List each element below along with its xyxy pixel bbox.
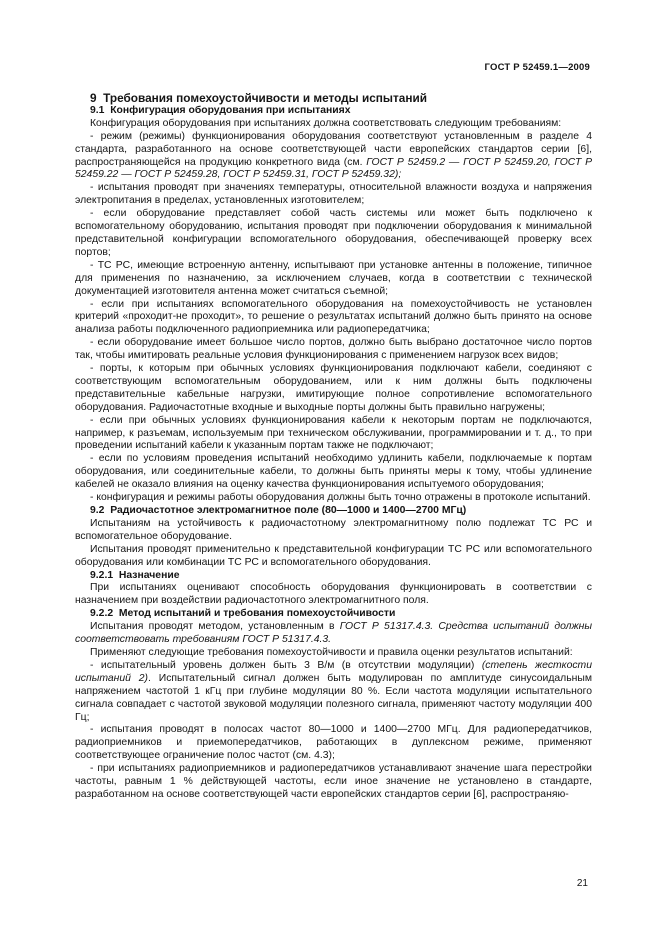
- clause-heading: [75, 570, 592, 583]
- text-run: - испытания проводят в полосах частот 80—1000 и 1400—2700 МГц. Для радиопередатчиков, радиоприемников и приемопередатчиков, работающих в дуплексном режиме, применяют соответствующее ограничение полос частот (см. 4.3);: [75, 724, 592, 762]
- subsection-heading: [75, 505, 592, 518]
- paragraph: [75, 182, 592, 208]
- paragraph: [75, 544, 592, 570]
- text-run: - конфигурация и режимы работы оборудования должны быть точно отражены в протоколе испытаний.: [90, 492, 591, 504]
- paragraph: [75, 621, 592, 647]
- paragraph: [75, 118, 592, 131]
- text-run: Конфигурация оборудования при испытаниях должна соответствовать следующим требованиям:: [90, 117, 562, 129]
- paragraph: [75, 260, 592, 299]
- running-header: ГОСТ Р 52459.1—2009: [484, 62, 590, 73]
- text-run: ГОСТ Р 51317.4.3. Средства испытаний должны соответствовать требованиям ГОСТ Р 51317.4.3.: [75, 621, 592, 646]
- paragraph: [75, 337, 592, 363]
- paragraph: [75, 582, 592, 608]
- text-run: 9.1 Конфигурация оборудования при испытаниях: [90, 104, 351, 116]
- clause-heading: [75, 608, 592, 621]
- paragraph: [75, 724, 592, 763]
- text-run: - если оборудование представляет собой часть системы или может быть подключено к вспомогательному оборудованию, испытания проводят при подключении оборудования к минимальной представительной конфигурации вспомогательного оборудования, обеспечивающей проверку всех портов;: [75, 208, 592, 258]
- text-run: При испытаниях оценивают способность оборудования функционировать в соответствии с назначением при воздействии радиочастотного электромагнитного поля.: [75, 582, 592, 607]
- text-run: - если при обычных условиях функционирования кабели к некоторым портам не подключаются, например, к разъемам, используемым при техническом обслуживании, программировании и т. д., то при проведении испытаний кабели к указанным портам также не подключают;: [75, 414, 592, 452]
- text-run: - режим (режимы) функционирования оборудования соответствуют установленным в разделе 4 стандарта, разработанного на основе соответствующей части европейских стандартов серии [6], распространяющейся на продукцию конкретного вида (см.: [75, 130, 592, 168]
- section-title: 9 Требования помехоустойчивости и методы испытаний: [90, 91, 427, 105]
- paragraph: [75, 492, 592, 505]
- text-run: Испытания проводят методом, установленным в: [90, 621, 340, 633]
- paragraph: [75, 763, 592, 802]
- text-run: 9.2 Радиочастотное электромагнитное поле (80—1000 и 1400—2700 МГц): [90, 505, 467, 516]
- text-run: (степень жесткости испытаний 2): [75, 659, 592, 684]
- paragraph: [75, 415, 592, 454]
- document-content: [75, 92, 592, 802]
- text-run: - если оборудование имеет большое число портов, должно быть выбрано достаточное число портов так, чтобы имитировать реальные условия функционирования с применением нагрузок всех видов;: [75, 337, 592, 362]
- paragraph: [75, 131, 592, 183]
- text-run: - если при испытаниях вспомогательного оборудования на помехоустойчивость не установлен критерий «проходит-не проходит», то решение о результатах испытаний должно быть принято на основе анализа работы подключенного радиоприемника или радиопередатчика;: [75, 298, 592, 336]
- text-run: - испытательный уровень должен быть 3 В/м (в отсутствии модуляции): [90, 659, 482, 671]
- document-body: [75, 105, 592, 802]
- paragraph: [75, 299, 592, 338]
- text-run: ГОСТ Р 52459.2 — ГОСТ Р 52459.20, ГОСТ Р 52459.22 — ГОСТ Р 52459.28, ГОСТ Р 52459.31, ГОСТ Р 52459.32);: [75, 156, 592, 181]
- text-run: 9.2.1 Назначение: [90, 569, 180, 581]
- paragraph: [75, 453, 592, 492]
- paragraph: [75, 363, 592, 415]
- text-run: . Испытательный сигнал должен быть модулирован по амплитуде синусоидальным напряжением частотой 1 кГц при глубине модуляции 80 %. Если частота модуляции испытательного сигнала совпадает с частотой звуковой модуляции полезного сигнала, применяют частоту модуляции 400 Гц;: [75, 672, 593, 723]
- text-run: - если по условиям проведения испытаний необходимо удлинить кабели, подключаемые к портам оборудования, или соединительные кабели, то должны быть приняты меры к тому, чтобы удлинение кабелей не оказало влияния на оценку качества функционирования испытуемого оборудования;: [75, 453, 592, 491]
- paragraph: [75, 518, 592, 544]
- text-run: Испытания проводят применительно к представительной конфигурации ТС РС или вспомогательного оборудования или комбинации ТС РС и вспомогательного оборудования.: [75, 543, 592, 568]
- page-number: 21: [576, 878, 588, 889]
- text-run: - испытания проводят при значениях температуры, относительной влажности воздуха и напряжения электропитания в пределах, установленных изготовителем;: [75, 182, 592, 207]
- text-run: - ТС РС, имеющие встроенную антенну, испытывают при установке антенны в положение, типичное для применения по назначению, за исключением случаев, когда в соответствии с технической документацией изготовителя антенна может считаться съемной;: [75, 259, 592, 297]
- text-run: - порты, к которым при обычных условиях функционирования подключают кабели, соединяют с соответствующим вспомогательным оборудованием, или к ним должны быть подключены представительные кабельные нагрузки, имитирующие полное сопротивление вспомогательного оборудования. Радиочастотные входные и выходные порты должны быть правильно нагружены;: [75, 363, 592, 413]
- paragraph: [75, 660, 592, 725]
- subsection-heading: [75, 105, 592, 118]
- text-run: Испытаниям на устойчивость к радиочастотному электромагнитному полю подлежат ТС РС и вспомогательное оборудование.: [75, 517, 592, 542]
- text-run: Применяют следующие требования помехоустойчивости и правила оценки результатов испытаний:: [90, 646, 573, 658]
- paragraph: [75, 647, 592, 660]
- text-run: - при испытаниях радиоприемников и радиопередатчиков устанавливают значение шага перестройки частоты, равным 1 % действующей частоты, если иное значение не установлено в стандарте, разработанном на основе соответствующей части европейских стандартов серии [6], распространяю-: [75, 763, 592, 800]
- text-run: 9.2.2 Метод испытаний и требования помехоустойчивости: [90, 608, 396, 620]
- paragraph: [75, 208, 592, 260]
